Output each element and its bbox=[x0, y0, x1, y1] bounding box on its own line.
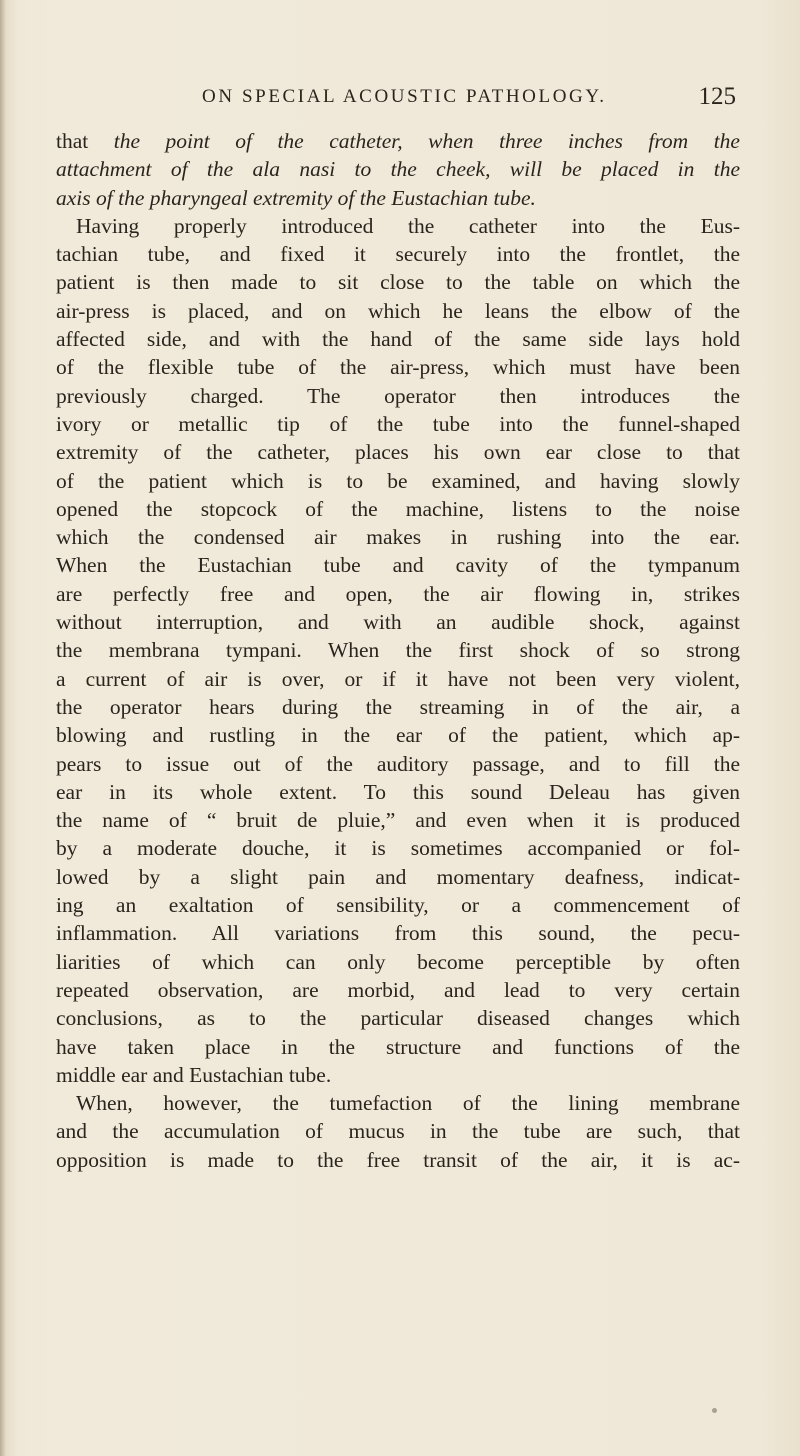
text-line-3: axis of the pharyngeal extremity of the Eustachian tube. bbox=[56, 185, 536, 210]
text-line-5: tachian tube, and fixed it securely into the frontlet, the bbox=[56, 242, 740, 267]
text-line-14: opened the stopcock of the machine, listens to the noise bbox=[56, 496, 740, 521]
text-line-32: conclusions, as to the particular diseased changes which bbox=[56, 1006, 740, 1031]
text-line-9: of the flexible tube of the air-press, which must have been bbox=[56, 355, 740, 380]
text-line-20: a current of air is over, or if it have not been very violent, bbox=[56, 666, 740, 691]
text-line-37: opposition is made to the free transit of the air, it is ac- bbox=[56, 1147, 740, 1172]
page-number: 125 bbox=[698, 83, 736, 110]
paper-speck bbox=[712, 1408, 717, 1413]
text-line-10: previously charged. The operator then introduces the bbox=[56, 383, 740, 408]
text-line-17: are perfectly free and open, the air flowing in, strikes bbox=[56, 581, 740, 606]
text-line-4: Having properly introduced the catheter into the Eus- bbox=[76, 213, 740, 238]
text-line-30: liarities of which can only become perceptible by often bbox=[56, 949, 740, 974]
text-line-27: lowed by a slight pain and momentary deafness, indicat- bbox=[56, 864, 740, 889]
text-line-23: pears to issue out of the auditory passage, and to fill the bbox=[56, 751, 740, 776]
text-line-22: blowing and rustling in the ear of the patient, which ap- bbox=[56, 723, 740, 748]
text-line-16: When the Eustachian tube and cavity of the tympanum bbox=[56, 553, 740, 578]
text-line-12: extremity of the catheter, places his own ear close to that bbox=[56, 440, 740, 465]
text-line-6: patient is then made to sit close to the table on which the bbox=[56, 270, 740, 295]
text-line-1: that the point of the catheter, when three inches from the bbox=[56, 129, 740, 153]
text-line-15: which the condensed air makes in rushing into the ear. bbox=[56, 525, 740, 550]
running-title: ON SPECIAL ACOUSTIC PATHOLOGY. bbox=[202, 86, 607, 107]
page-gutter-shadow bbox=[0, 0, 6, 1456]
text-line-36: and the accumulation of mucus in the tube are such, that bbox=[56, 1119, 740, 1144]
body-text bbox=[56, 127, 740, 1174]
text-line-26: by a moderate douche, it is sometimes accompanied or fol- bbox=[56, 836, 740, 861]
text-line-21: the operator hears during the streaming in of the air, a bbox=[56, 694, 740, 719]
text-line-13: of the patient which is to be examined, and having slowly bbox=[56, 468, 740, 493]
text-line-7: air-press is placed, and on which he leans the elbow of the bbox=[56, 298, 740, 323]
text-line-31: repeated observation, are morbid, and lead to very certain bbox=[56, 977, 740, 1002]
text-line-24: ear in its whole extent. To this sound Deleau has given bbox=[56, 779, 740, 804]
text-line-35: When, however, the tumefaction of the lining membrane bbox=[76, 1091, 740, 1116]
text-line-2: attachment of the ala nasi to the cheek, will be placed in the bbox=[56, 157, 740, 182]
text-line-11: ivory or metallic tip of the tube into the funnel-shaped bbox=[56, 411, 740, 436]
text-line-8: affected side, and with the hand of the same side lays hold bbox=[56, 327, 740, 352]
text-line-19: the membrana tympani. When the first shock of so strong bbox=[56, 638, 740, 663]
text-line-29: inflammation. All variations from this sound, the pecu- bbox=[56, 921, 740, 946]
text-line-33: have taken place in the structure and functions of the bbox=[56, 1034, 740, 1059]
text-line-34: middle ear and Eustachian tube. bbox=[56, 1062, 332, 1087]
text-line-18: without interruption, and with an audible shock, against bbox=[56, 610, 740, 635]
text-line-25: the name of “ bruit de pluie,” and even when it is produced bbox=[56, 808, 740, 833]
text-line-28: ing an exaltation of sensibility, or a commencement of bbox=[56, 893, 740, 918]
running-header bbox=[56, 83, 736, 116]
